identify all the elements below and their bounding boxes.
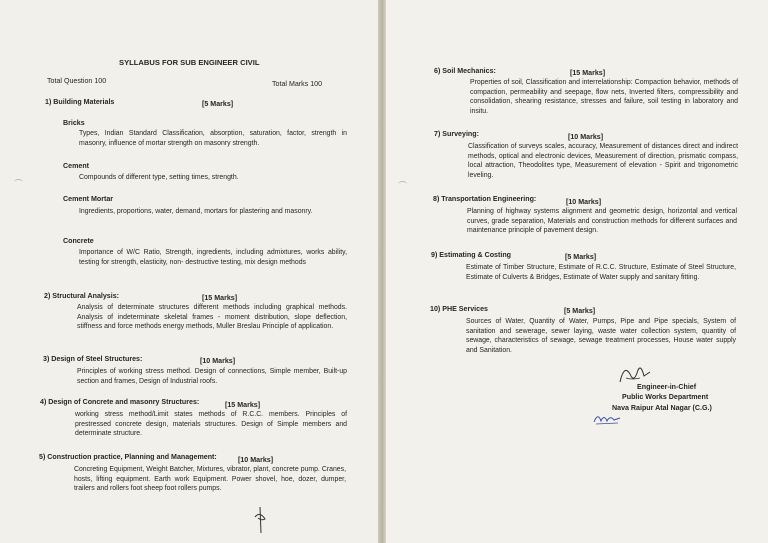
signatory-title: Engineer-in-Chief — [637, 383, 697, 391]
page-gutter — [378, 0, 386, 543]
left-page — [0, 0, 378, 543]
total-question: Total Question 100 — [47, 77, 107, 85]
section-body-steel-structures: Principles of working stress method. Design of connections, Simple member, Built-up section and frames, Design of Industrial roofs. — [77, 368, 347, 385]
section-heading-construction-practice: 5) Construction practice, Planning and Management: — [39, 453, 217, 461]
section-marks-construction-practice: [10 Marks] — [238, 456, 274, 464]
section-heading-steel-structures: 3) Design of Steel Structures: — [43, 355, 143, 363]
section-marks-estimating-costing: [5 Marks] — [565, 253, 597, 261]
signatory-location: Nava Raipur Atal Nagar (C.G.) — [612, 404, 712, 412]
blue-initials-mark — [592, 410, 622, 426]
section-body-construction-practice: Concreting Equipment, Weight Batcher, Mixtures, vibrator, plant, concrete pump. Cranes, hosts, lifting equipment. Earth work Equipment. Power shovel, hoe, dozer, dumper, trailers and rollers foot sheep foot rollers pumps. — [74, 466, 346, 493]
section-body-structural-analysis: Analysis of determinate structures different methods including graphical methods. Analysis of indeterminate skeletal frames - moment distribution, slope deflection, stiffness and force methods energy methods, Muller Breslau Principle of application. — [77, 304, 347, 331]
section-heading-phe-services: 10) PHE Services — [430, 305, 488, 313]
section-body-surveying: Classification of surveys scales, accuracy, Measurement of distances direct and indirect methods, optical and electronic devices, Measurement of direction, prismatic compass, local attraction, Theodolites type, Measurement of elevation - Spirit and trigonometric leveling. — [468, 143, 738, 179]
right-page — [386, 0, 768, 543]
section-heading-surveying: 7) Surveying: — [434, 130, 479, 138]
subsection-heading-cement: Cement — [63, 162, 90, 170]
section-heading-transportation: 8) Transportation Engineering: — [433, 195, 537, 203]
section-body-concrete-masonry: working stress method/Limit states methods of R.C.C. members. Principles of prestressed concrete design, materials structures. Design of Simple members and determinate structure. — [75, 411, 347, 438]
section-heading-concrete-masonry: 4) Design of Concrete and masonry Structures: — [40, 398, 200, 406]
section-marks-building-materials: [5 Marks] — [202, 100, 234, 108]
total-marks: Total Marks 100 — [272, 80, 323, 88]
subsection-heading-concrete: Concrete — [63, 237, 94, 245]
section-body-phe-services: Sources of Water, Quantity of Water, Pumps, Pipe and Pipe specials, System of sanitation and sewerage, sewer laying, waste water collection system, quantity of sewage, characteristics of sewage, sewage treatment processes, House water supply and Sanitation. — [466, 318, 736, 354]
section-body-estimating-costing: Estimate of Timber Structure, Estimate of R.C.C. Structure, Estimate of Steel Structure, Estimate of Culverts & Bridges, Estimate of Water supply and sanitary fitting. — [466, 264, 736, 281]
section-body-transportation: Planning of highway systems alignment and geometric design, horizontal and vertical curves, grade separation, Materials and construction methods for different surfaces and maintenance principle of pavement design. — [467, 208, 737, 235]
section-marks-steel-structures: [10 Marks] — [200, 357, 236, 365]
section-heading-estimating-costing: 9) Estimating & Costing — [431, 251, 512, 259]
document-title: SYLLABUS FOR SUB ENGINEER CIVIL — [119, 58, 260, 67]
section-marks-transportation: [10 Marks] — [566, 198, 602, 206]
subsection-heading-cement-mortar: Cement Mortar — [63, 195, 114, 203]
section-marks-concrete-masonry: [15 Marks] — [225, 401, 261, 409]
section-body-soil-mechanics: Properties of soil, Classification and interrelationship: Compaction behavior, methods of compaction, permeability and seepage, flow nets, Inverted filters, compressibility and consolidation, shearing resistance, stresses and failure, soil testing in laboratory and insitu. — [470, 79, 738, 115]
punch-hole-mark — [14, 179, 23, 185]
initials-mark — [250, 505, 270, 535]
subsection-body-cement: Compounds of different type, setting times, strength. — [79, 174, 239, 181]
subsection-body-cement-mortar: Ingredients, proportions, water, demand, mortars for plastering and masonry. — [79, 208, 313, 215]
section-heading-building-materials: 1) Building Materials — [45, 98, 115, 106]
subsection-body-bricks: Types, Indian Standard Classification, absorption, saturation, factor, strength in masonry, influence of mortar strength on masonry strength. — [79, 130, 347, 147]
signatory-department: Public Works Department — [622, 393, 709, 401]
subsection-heading-bricks: Bricks — [63, 119, 85, 127]
section-marks-phe-services: [5 Marks] — [564, 307, 596, 315]
section-marks-soil-mechanics: [15 Marks] — [570, 69, 606, 77]
section-heading-structural-analysis: 2) Structural Analysis: — [44, 292, 120, 300]
subsection-body-concrete: Importance of W/C Ratio, Strength, ingredients, including admixtures, works ability, testing for strength, elasticity, non- destructive testing, mix design methods — [79, 249, 347, 266]
section-marks-structural-analysis: [15 Marks] — [202, 294, 238, 302]
section-heading-soil-mechanics: 6) Soil Mechanics: — [434, 67, 496, 75]
punch-hole-mark — [398, 181, 407, 187]
section-marks-surveying: [10 Marks] — [568, 133, 604, 141]
